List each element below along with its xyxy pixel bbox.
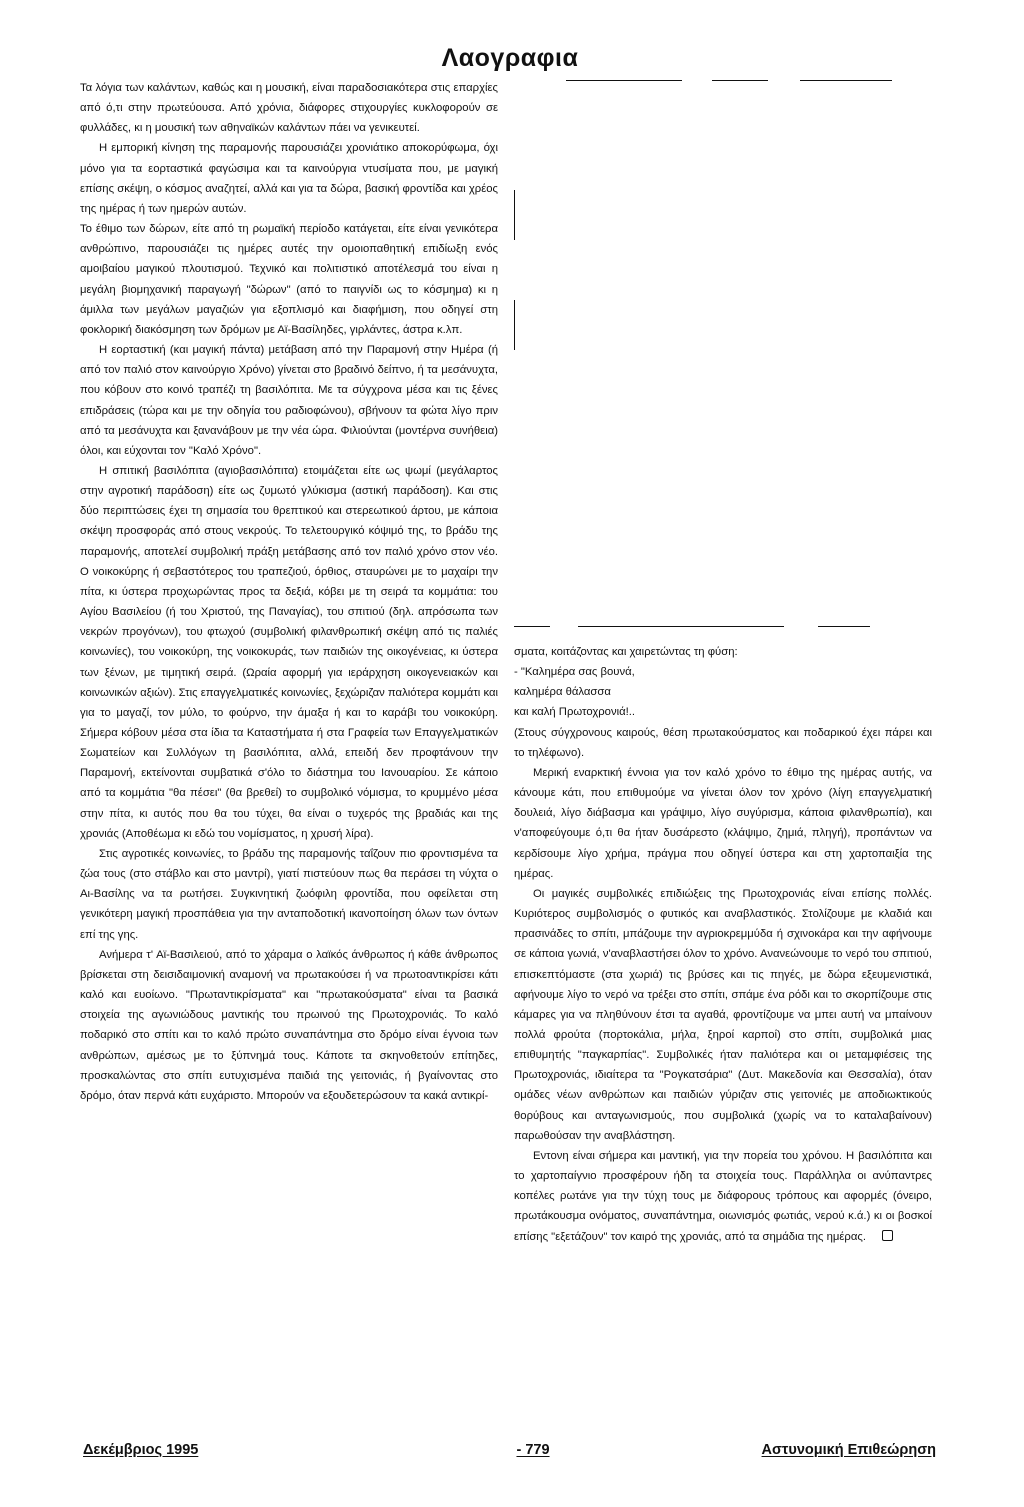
paragraph: Ανήμερα τ' Αϊ-Βασιλειού, από το χάραμα ο λαϊκός άνθρωπος ή κάθε άνθρωπος βρίσκεται στη δεισιδαιμονική αναμονή να πρωτακούσει ή να πρωτοαντικρίσει κάτι καλό και ευοίωνο. "Πρωταντικρίσματα" και "πρωτακούσματα" είναι τα βασικά στοιχεία της αγωνιώδους μαντικής του πρωινού της Πρωτοχρονιάς. Το καλό ποδαρικό στο σπίτι και το καλό πρώτο συναπάντημα στο δρόμο είναι έγνοια των ανθρώπων, αμέσως με το ξύπνημά τους. Κάποτε τα σκηνοθετούν επίτηδες, προσκαλώντας στο σπίτι ευτυχισμένα παιδιά της γειτονιάς, ή βγαίνοντας στο δρόμο, όταν περνά κάτι ευχάριστο. Μπορούν να εξουδετερώσουν τα κακά αντικρί-	[80, 948, 498, 1102]
paragraph: Η εμπορική κίνηση της παραμονής παρουσιάζει χρονιάτικο αποκορύφωμα, όχι μόνο για τα εορταστικά φαγώσιμα και τα καινούργια ντυσίματα που, με μαγική επίσης σκέψη, ο κόσμος αναζητεί, αλλά και για τα δώρα, βασική φροντίδα και χρέος της ημέρας ή των ημερών αυτών.	[80, 142, 498, 215]
top-rule-2	[712, 80, 768, 81]
mid-rule-2	[578, 626, 784, 627]
paragraph: Τα λόγια των καλάντων, καθώς και η μουσική, είναι παραδοσιακότερα στις επαρχίες από ό,τι στην πρωτεύουσα. Από χρόνια, διάφορες στιχουργίες κυκλοφορούν σε φυλλάδες, κι η μουσική των αθηναϊκών καλάντων πάει να γενικευτεί.	[80, 82, 498, 135]
paragraph: (Στους σύγχρονους καιρούς, θέση πρωτακούσματος και ποδαρικού έχει πάρει και το τηλέφωνο).	[514, 726, 932, 759]
publication-name: Αστυνομική Επιθεώρηση	[761, 1442, 936, 1458]
mid-rule-3	[818, 626, 870, 627]
section-title: Λαογραφια	[441, 44, 579, 72]
paragraph: Το έθιμο των δώρων, είτε από τη ρωμαϊκή περίοδο κατάγεται, είτε είναι γενικότερα ανθρώπινο, παρουσιάζει τις ημέρες αυτές την ομοιοπαθητική επιδίωξη ενός αμοιβαίου μαγικού πλουτισμού. Τεχνικό και πολιτιστικό αποτέλεσμά του είναι η μεγάλη βιομηχανική παραγωγή "δώρων" (από το παιγνίδι ως το κόσμημα) κι η άμιλλα των μεγάλων μαγαζιών για εξοπλισμό και διαφήμιση, που οδηγεί στη φοκλορική διακόσμηση των δρόμων με Αϊ-Βασίληδες, γιρλάντες, άστρα κ.λπ.	[80, 223, 498, 336]
footer-date: Δεκέμβριος 1995	[83, 1442, 199, 1458]
end-mark-icon	[882, 1230, 893, 1241]
paragraph: Η εορταστική (και μαγική πάντα) μετάβαση από την Παραμονή στην Ημέρα (ή από τον παλιό στον καινούργιο Χρόνο) γίνεται στο βραδινό δείπνο, ή τα μεσάνυχτα, που κόβουν στο κοινό τραπέζι τη βασιλόπιτα. Με τα σύγχρονα μέσα και τις ξένες επιδράσεις (τώρα και με την οδηγία του ραδιοφώνου), σβήνουν τα φώτα λίγο πριν από τα μεσάνυχτα και ξανανάβουν με την νέα ώρα. Φιλιούνται (μοντέρνα συνήθεια) όλοι, και εύχονται τον "Καλό Χρόνο".	[80, 344, 498, 457]
paragraph: Μερική εναρκτική έννοια για τον καλό χρόνο το έθιμο της ημέρας αυτής, να κάνουμε κάτι, που επιθυμούμε να γίνεται όλον τον χρόνο (λίγη επαγγελματική δουλειά, λίγο διάβασμα και γράψιμο, λίγο συγύρισμα, κάποια φιλανθρωπία), και ν'αποφεύγουμε ό,τι θα ήταν δυσάρεστο (κλάψιμο, ζημιά, πληγή), προπάντων να κερδίσουμε λίγο χρήμα, πράγμα που οδηγεί ύστερα και στη χαρτοπαιξία της ημέρας.	[514, 766, 932, 880]
paragraph: σματα, κοιτάζοντας και χαιρετώντας τη φύση:	[514, 646, 738, 658]
verse-line: - "Καλημέρα σας βουνά,	[514, 666, 635, 679]
paragraph: Η σπιτική βασιλόπιτα (αγιοβασιλόπιτα) ετοιμάζεται είτε ως ψωμί (μεγάλαρτος στην αγροτική παράδοση) είτε ως ζυμωτό γλύκισμα (αστική παράδοση). Και στις δύο περιπτώσεις έχει τη σημασία του θρεπτικού και στερεωτικού άρτου, με κάποια σκέψη προσφοράς από στους νεκρούς. Το τελετουργικό κόψιμό της, το βράδυ της παραμονής, αποτελεί συμβολική πράξη μετάβασης από τον παλιό χρόνο στον νέο. Ο νοικοκύρης ή σεβαστότερος του τραπεζιού, όρθιος, σταυρώνει με το μαχαίρι την πίτα, κι ύστερα προχωρώντας προς τα δεξιά, κόβει με τη σειρά τα κομμάτια: του Αγίου Βασιλείου (ή του Χριστού, της Παναγίας), του σπιτιού (δηλ. απρόσωπα των νεκρών προγόνων), του φτωχού (συμβολική φιλανθρωπική σκέψη από τις παλιές κοινωνίες), του νοικοκύρη, της νοικοκυράς, των παιδιών της οικογένειας, κι ύστερα των ξένων, με τιμητική σειρά. (Ωραία αφορμή για ιεράρχηση οικογενειακών και κοινωνικών αξιών). Στις επαγγελματικές κοινωνίες, ξεχώριζαν παλιότερα κομμάτι και για το μαγαζί, τον μύλο, το φούρνο, την άμαξα ή και το καράβι του νοικοκύρη. Σήμερα κόβουν μέσα στα ίδια τα Καταστήματα ή στα Γραφεία των Επαγγελματικών Σωματείων και Συλλόγων τη βασιλόπιτα, αλλά, επειδή δεν προφτάνουν την Παραμονή, εκτείνονται συμβατικά σ'όλο το διάστημα του Ιανουαρίου. Σε κάποιο από τα κομμάτια "θα πέσει" (θα βρεθεί) το συμβολικό νόμισμα, το κρυμμένο μέσα στην πίτα, κι αυτός που θα του τύχει, θα είναι ο τυχερός της βραδιάς και της χρονιάς (Αποθέωμα κι εδώ του νομίσματος, η χρυσή λίρα).	[80, 464, 498, 840]
top-rule-1	[566, 80, 682, 81]
paragraph-text: Εντονη είναι σήμερα και μαντική, για την πορεία του χρόνου. Η βασιλόπιτα και το χαρτοπαίγνιο προσφέρουν ήδη τα στοιχεία τους. Παράλληλα οι ανύπαντρες κοπέλες ρωτάνε για την τύχη τους με διάφορους τρόπους και αφορμές (όνειρο, πρωτάκουσμα ονόματος, συναπάντημα, οιωνισμός φωτιάς, νερού κ.ά.) κι οι βοσκοί επίσης "εξετάζουν" τον καιρό της χρονιάς, από τα σημάδια της ημέρας.	[514, 1149, 932, 1243]
side-rule-1	[514, 190, 515, 240]
paragraph: Στις αγροτικές κοινωνίες, το βράδυ της παραμονής ταΐζουν πιο φροντισμένα τα ζώα τους (στο στάβλο και στο μαντρί), γιατί πιστεύουν πως θα περάσει τη νύχτα ο Αι-Βασίλης να τα ρωτήσει. Συγκινητική ζωόφιλη φροντίδα, που οφείλεται στη γενικότερη μαγική προσπάθεια για την ανταποδοτική ικανοποίηση όλων των όντων επί της γης.	[80, 847, 498, 941]
verse-line: καλημέρα θάλασσα	[514, 686, 611, 699]
left-column	[80, 78, 498, 1106]
side-rule-2	[514, 300, 515, 350]
mid-rule-1	[514, 626, 550, 627]
paragraph: Οι μαγικές συμβολικές επιδιώξεις της Πρωτοχρονιάς είναι επίσης πολλές. Κυριότερος συμβολισμός ο φυτικός και αναβλαστικός. Στολίζουμε με κλαδιά και πρασινάδες το σπίτι, μπάζουμε την αγριοκρεμμύδα ή σχινοκάρα και την αφήνουμε σε κάποια γωνιά, ν'αναβλαστήσει όλον το χρόνο. Ανανεώνουμε το νερό του σπιτιού, επισκεπτόμαστε (στα χωριά) τις βρύσες και τις πηγές, με δώρα εξευμενιστικά, αφήνουμε λίγο το νερό να τρέξει στο σπίτι, σπάμε ένα ρόδι και το σκορπίζουμε στις κάμαρες για να πληθύνουν έτσι τα αγαθά, φροντίζουμε να μπει αυτή να μπαίνουν πολλά φρούτα (πορτοκάλια, μήλα, ξηροί καρποί) στο σπίτι, συμβολικά μιας επιθυμητής "παγκαρπίας". Συμβολικές ήταν παλιότερα και οι μεταμφιέσεις της Πρωτοχρονιάς, ιδιαίτερα τα "Ρογκατσάρια" (Δυτ. Μακεδονία και Θεσσαλία), όταν ομάδες νέων ανθρώπων και παιδιών γύριζαν στις γειτονιές με αποδιωκτικούς θορύβους και ανταγωνισμούς, που συμβολικά (χωρίς να το καταλαβαίνουν) παρωθούσαν την αναβλάστηση.	[514, 887, 932, 1142]
paragraph	[514, 1146, 932, 1247]
right-column	[514, 642, 932, 1247]
page-number: - 779	[516, 1442, 550, 1458]
verse-line: και καλή Πρωτοχρονιά!..	[514, 706, 636, 719]
top-rule-3	[800, 80, 892, 81]
